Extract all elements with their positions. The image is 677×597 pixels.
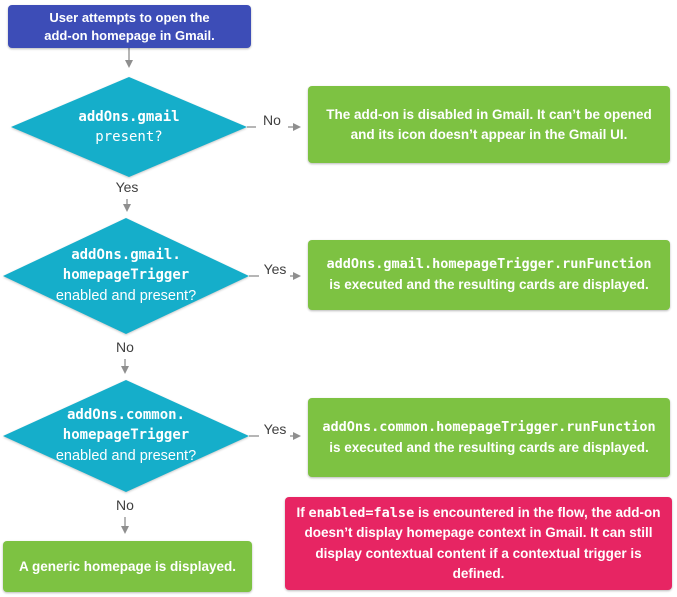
outcome1-label: The add-on is disabled in Gmail. It can’t be opened and its icon doesn’t appear in the Gmail UI. xyxy=(326,106,652,142)
decision2-code-line1: addOns.gmail. xyxy=(71,247,181,264)
outcome2-code: addOns.gmail.homepageTrigger.runFunction xyxy=(326,256,652,273)
outcome3-node xyxy=(308,398,670,477)
decision3-text xyxy=(16,405,236,467)
start-node-label: User attempts to open the add-on homepage in Gmail. xyxy=(44,9,215,43)
outcome2-node xyxy=(308,240,670,310)
note-prefix: If xyxy=(296,505,309,520)
note-suffix: is encountered in the flow, the add-on doesn’t display homepage context in Gmail. It can still display contextual content if a contextual trigger is defined. xyxy=(304,505,661,581)
note-code: enabled=false xyxy=(308,505,415,521)
decision2-question: enabled and present? xyxy=(55,287,197,304)
decision3-code-line2: homepageTrigger xyxy=(62,427,190,444)
edge-label-decision3-yes: Yes xyxy=(263,421,287,437)
decision2-code-line2: homepageTrigger xyxy=(62,267,190,284)
decision1-question: present? xyxy=(95,129,163,145)
decision2-text xyxy=(16,245,236,307)
note-label xyxy=(293,503,664,584)
decision3-question: enabled and present? xyxy=(55,447,197,464)
decision1-text xyxy=(29,100,229,154)
outcome4-node xyxy=(3,541,252,592)
edge-label-decision1-no: No xyxy=(263,112,281,128)
note-node xyxy=(285,497,672,590)
outcome3-label: is executed and the resulting cards are displayed. xyxy=(329,439,649,455)
edge-label-decision2-yes: Yes xyxy=(263,261,287,277)
edge-label-decision1-yes: Yes xyxy=(115,179,139,195)
outcome3-code: addOns.common.homepageTrigger.runFunction xyxy=(322,418,656,435)
edge-label-decision2-no: No xyxy=(116,339,134,355)
outcome2-label: is executed and the resulting cards are displayed. xyxy=(329,277,649,292)
outcome4-label: A generic homepage is displayed. xyxy=(18,559,237,574)
start-node xyxy=(8,5,251,48)
outcome1-node xyxy=(308,86,670,163)
edge-label-decision3-no: No xyxy=(116,497,134,513)
decision3-code-line1: addOns.common. xyxy=(66,407,185,424)
decision1-code: addOns.gmail xyxy=(78,108,180,125)
